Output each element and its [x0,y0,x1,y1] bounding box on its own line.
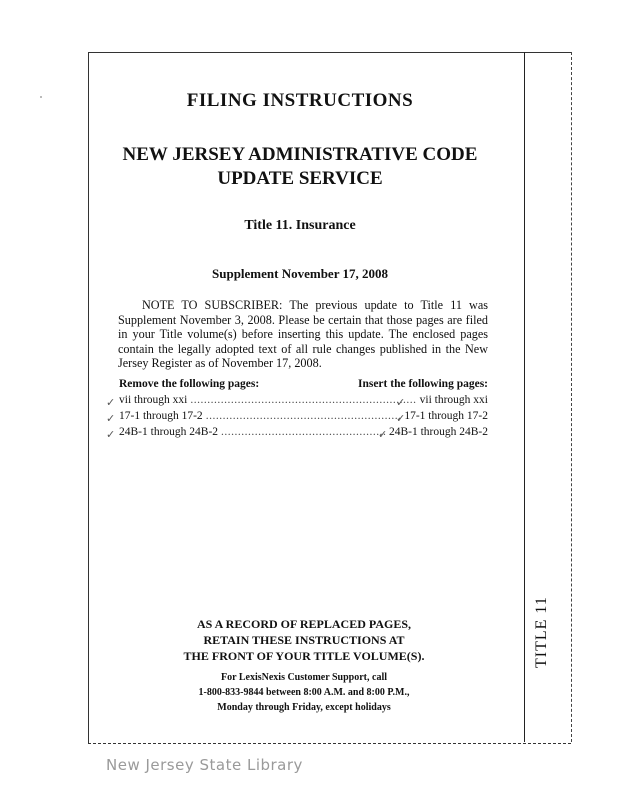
insert-header: Insert the following pages: [357,378,488,390]
insert-pages: 17-1 through 17-2 [404,410,488,422]
customer-support [104,670,504,715]
subscriber-note: NOTE TO SUBSCRIBER: The previous update to Title 11 was Supplement November 3, 2008. Please be certain that those pages are filed in your Title volume(s) before inserting this update. The enclosed pages contain the legally adopted text of all rule changes published in the New Jersey Register as of November 17, 2008. [118,298,488,371]
code-title-line1: NEW JERSEY ADMINISTRATIVE CODE [122,144,478,165]
remove-pages: 17-1 through 17-2 [119,410,203,422]
support-line: 1-800-833-9844 between 8:00 A.M. and 8:00 P.M., [198,687,410,698]
supplement-date: Supplement November 17, 2008 [212,266,388,281]
handwritten-check-icon: ✓ [378,428,388,441]
title-subject: Title 11. Insurance [244,218,356,233]
insert-pages: 24B-1 through 24B-2 [388,426,488,438]
table-row [119,394,488,406]
leader-dots [221,426,386,438]
remove-pages: vii through xxi [119,394,188,406]
spine-tab [524,52,572,742]
library-stamp: New Jersey State Library [106,756,303,774]
table-row [119,410,488,422]
handwritten-check-icon: ✓ [106,396,116,409]
handwritten-check-icon: ✓ [396,412,406,425]
spine-label: TITLE 11 [533,596,550,668]
page-heading: FILING INSTRUCTIONS [186,90,414,111]
leader-dots [206,410,402,422]
handwritten-check-icon: ✓ [106,412,116,425]
remove-pages: 24B-1 through 24B-2 [119,426,219,438]
handwritten-check-icon: ✓ [396,396,406,409]
handwritten-check-icon: ✓ [106,428,116,441]
remove-header: Remove the following pages: [119,378,260,390]
record-line: RETAIN THESE INSTRUCTIONS AT [203,633,405,647]
scan-speck [40,96,42,98]
insert-pages: vii through xxi [419,394,488,406]
record-line: AS A RECORD OF REPLACED PAGES, [196,617,412,631]
table-row [119,426,488,438]
support-line: Monday through Friday, except holidays [217,702,391,713]
leader-dots [190,394,416,406]
record-line: THE FRONT OF YOUR TITLE VOLUME(S). [183,649,425,663]
support-line: For LexisNexis Customer Support, call [220,672,387,683]
record-instructions [104,616,504,664]
code-title-line2: UPDATE SERVICE [217,168,383,189]
